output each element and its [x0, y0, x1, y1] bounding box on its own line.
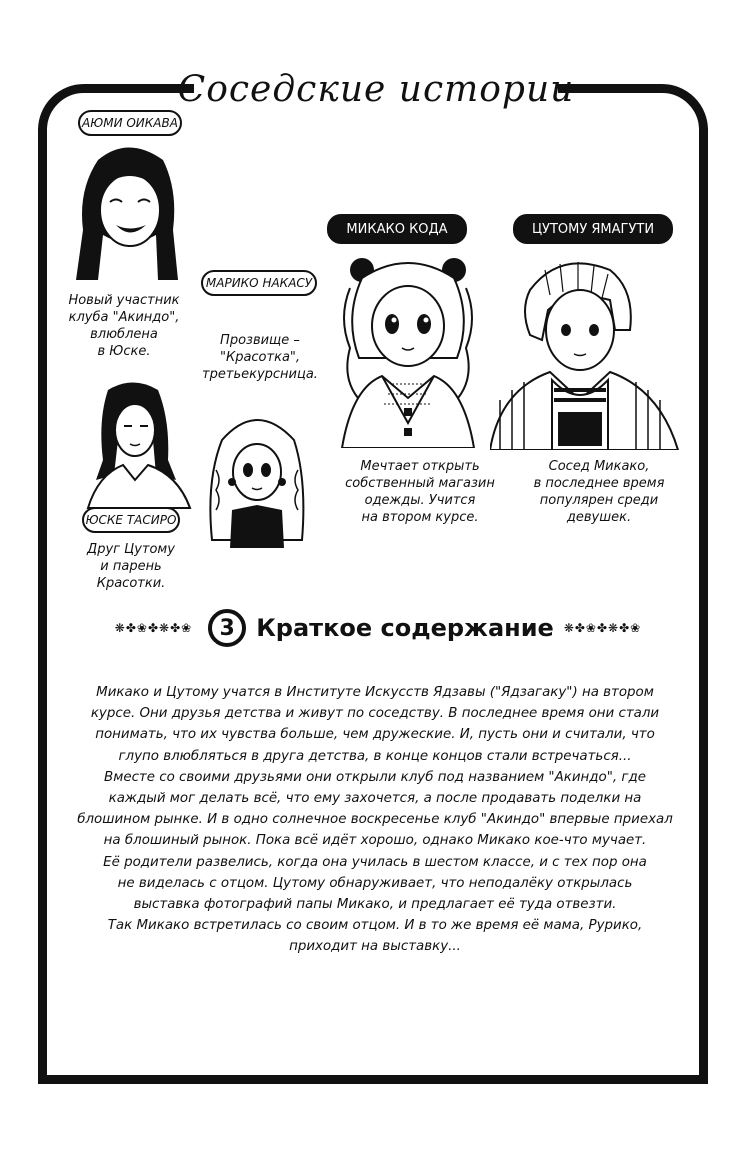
title-box	[177, 60, 575, 118]
mariko-portrait	[202, 400, 312, 550]
summary-line: Её родители развелись, когда она училась в шестом классе, и с тех пор она	[103, 854, 647, 870]
caption-yuske: Друг Цутому и парень Красотки.	[87, 542, 175, 591]
page-title: Соседские истории	[177, 68, 575, 110]
name-label: АЮМИ ОИКАВА	[82, 116, 178, 130]
yuske-portrait	[78, 380, 193, 510]
tsutomu-portrait	[490, 250, 680, 450]
name-tag-mariko	[201, 270, 317, 296]
summary-line: блошином рынке. И в одно солнечное воскресенье клуб "Акиндо" впервые приехал	[77, 812, 673, 828]
name-tag-ayumi	[78, 110, 182, 136]
ornament-right: ❋✤❀✤❋✤❀	[563, 621, 642, 635]
summary-line: приходит на выставку...	[289, 939, 461, 955]
summary-line: на блошиный рынок. Пока всё идёт хорошо, однако Микако кое-что мучает.	[103, 833, 647, 849]
summary-line: глупо влюбляться в друга детства, в конце концов стали встречаться...	[118, 748, 632, 764]
caption-mariko: Прозвище – "Красотка", третьекурсница.	[202, 333, 318, 382]
name-label: ЮСКЕ ТАСИРО	[85, 513, 177, 527]
summary-text	[68, 682, 682, 958]
name-tag-yuske	[82, 507, 180, 533]
ornament-left: ❋✤❀✤❋✤❀	[114, 621, 193, 635]
summary-title: Краткое содержание	[256, 614, 554, 642]
caption-tsutomu: Сосед Микако, в последнее время популярен среди девушек.	[533, 459, 665, 525]
name-tag-tsutomu	[513, 214, 673, 244]
summary-heading	[88, 605, 668, 651]
summary-line: понимать, что их чувства больше, чем дружеские. И, пусть они и считали, что	[95, 727, 655, 743]
summary-line: каждый мог делать всё, что ему захочется, а после продавать поделки на	[108, 791, 642, 807]
summary-line: выставка фотографий папы Микако, и предлагает её туда отвезти.	[133, 897, 617, 913]
name-tag-mikako	[327, 214, 467, 244]
caption-ayumi: Новый участник клуба "Акиндо", влюблена в Юске.	[68, 293, 180, 359]
chapter-number-badge: 3	[208, 609, 246, 647]
ayumi-portrait	[68, 140, 188, 285]
caption-mikako: Мечтает открыть собственный магазин одежды. Учится на втором курсе.	[345, 459, 495, 525]
name-label: МИКАКО КОДА	[346, 221, 448, 237]
summary-line: Так Микако встретилась со своим отцом. И в то же время её мама, Рурико,	[107, 918, 643, 934]
summary-line: Вместе со своими друзьями они открыли клуб под названием "Акиндо", где	[104, 769, 646, 785]
summary-line: не виделась с отцом. Цутому обнаруживает, что неподалёку открылась	[117, 875, 633, 891]
summary-line: Микако и Цутому учатся в Институте Искусств Ядзавы ("Ядзагаку") на втором	[96, 685, 654, 700]
name-label: МАРИКО НАКАСУ	[205, 276, 313, 290]
name-label: ЦУТОМУ ЯМАГУТИ	[531, 221, 655, 237]
mikako-portrait	[322, 248, 494, 448]
summary-line: курсе. Они друзья детства и живут по соседству. В последнее время они стали	[90, 706, 660, 722]
